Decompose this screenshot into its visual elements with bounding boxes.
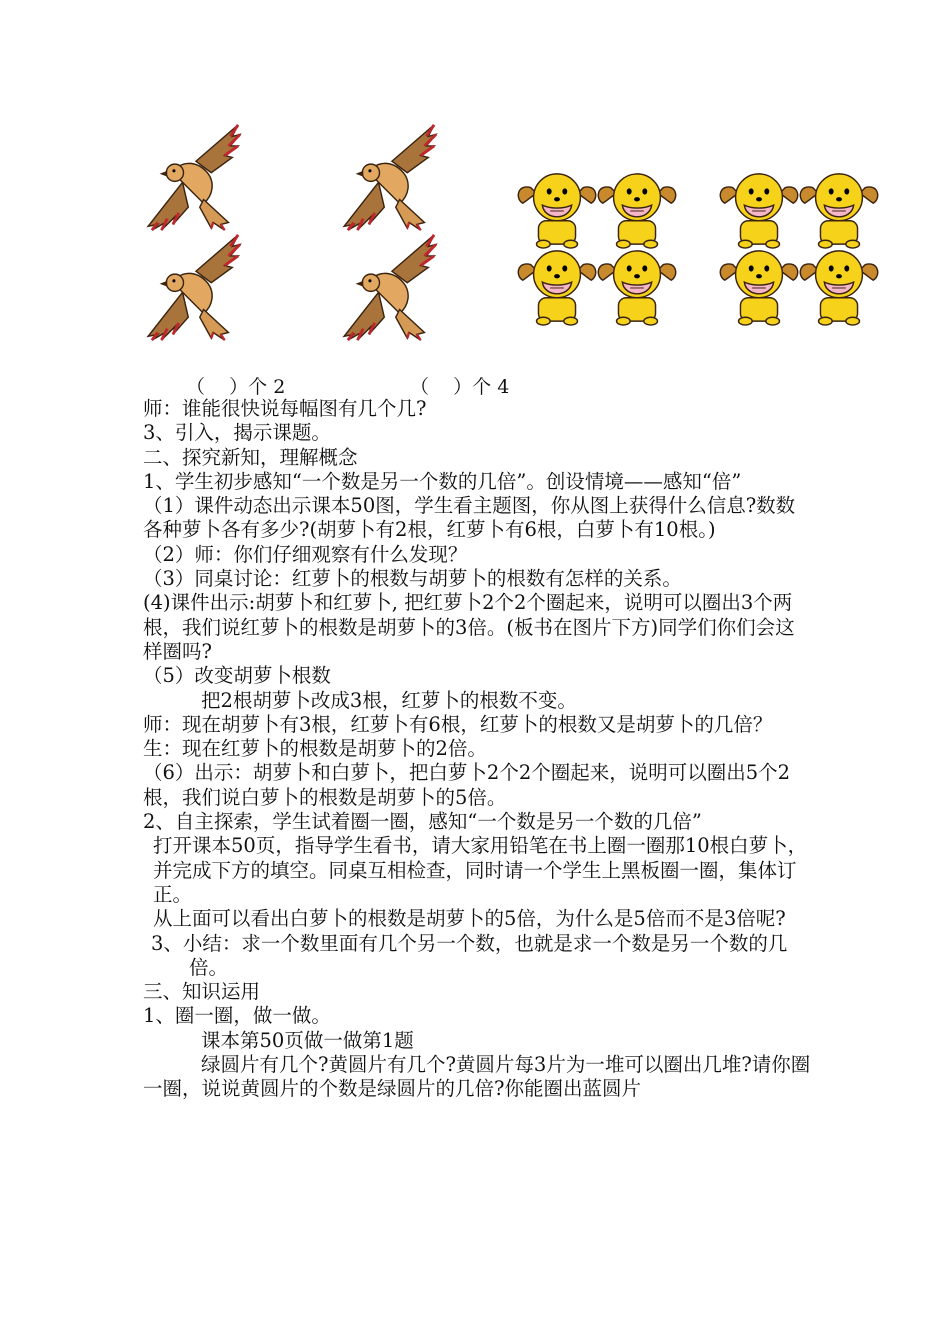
bird-illustration: [142, 233, 247, 343]
paragraph: （5）改变胡萝卜根数: [143, 664, 331, 688]
bird-illustration: [338, 233, 443, 343]
bird-illustration: [338, 123, 443, 233]
paragraph: 师：现在胡萝卜有3根，红萝卜有6根，红萝卜的根数又是胡萝卜的几倍？: [143, 712, 773, 736]
paragraph: （6）出示：胡萝卜和白萝卜，把白萝卜2个2个圈起来，说明可以圈出5个2根，我们说白萝卜的根数是胡萝卜的5倍。: [143, 761, 791, 809]
body-text: [143, 397, 813, 1102]
paragraph: 3、引入，揭示课题。: [143, 421, 331, 445]
dog-illustration: [516, 170, 598, 250]
dog-illustration: [718, 247, 800, 327]
paragraph-text: 绿圆片有几个?黄圆片有几个?黄圆片每3片为一堆可以圈出几堆?请你圈一圈，说说黄圆片的个数是绿圆片的几倍?你能圈出蓝圆片: [143, 1053, 811, 1101]
paragraph: [143, 1053, 813, 1102]
paragraph: （1）课件动态出示课本50图，学生看主题图，你从图上获得什么信息?数数各种萝卜各有多少?(胡萝卜有2根，红萝卜有6根，白萝卜有10根。): [143, 494, 796, 542]
dog-illustration: [798, 170, 880, 250]
paragraph: 1、圈一圈，做一做。: [143, 1004, 331, 1028]
dog-illustration: [516, 247, 598, 327]
paragraph: （3）同桌讨论：红萝卜的根数与胡萝卜的根数有怎样的关系。: [143, 567, 682, 591]
paragraph: 课本第50页做一做第1题: [201, 1028, 414, 1052]
section-heading: 三、知识运用: [143, 980, 261, 1004]
dog-illustration: [718, 170, 800, 250]
paragraph: 把2根胡萝卜改成3根，红萝卜的根数不变。: [201, 688, 577, 712]
bird-illustration: [142, 123, 247, 233]
dog-illustration: [596, 247, 678, 327]
paragraph: （2）师：你们仔细观察有什么发现？: [143, 542, 468, 566]
dog-illustration: [596, 170, 678, 250]
paragraph: 1、学生初步感知“一个数是另一个数的几倍”。创设情境——感知“倍”: [143, 469, 742, 493]
paragraph: 打开课本50页，指导学生看书，请大家用铅笔在书上圈一圈那10根白萝卜，并完成下方的填空。同桌互相检查，同时请一个学生上黑板圈一圈，集体订正。: [153, 834, 808, 906]
dog-count-label: （ ）个 4: [410, 376, 510, 398]
section-heading: 二、探究新知，理解概念: [143, 445, 358, 469]
paragraph: 生：现在红萝卜的根数是胡萝卜的2倍。: [143, 737, 487, 761]
illustrations: [140, 115, 900, 345]
paragraph: (4)课件出示:胡萝卜和红萝卜, 把红萝卜2个2个圈起来，说明可以圈出3个两根，我们说红萝卜的根数是胡萝卜的3倍。(板书在图片下方)同学们你们会这样圈吗?: [143, 591, 795, 663]
dog-illustration: [798, 247, 880, 327]
figure-labels: [140, 372, 840, 398]
bird-count-label: （ ）个 2: [186, 376, 286, 398]
paragraph: 师：谁能很快说每幅图有几个几?: [143, 397, 427, 420]
paragraph: 从上面可以看出白萝卜的根数是胡萝卜的5倍，为什么是5倍而不是3倍呢?: [153, 907, 786, 931]
paragraph: 2、自主探索，学生试着圈一圈，感知“一个数是另一个数的几倍”: [143, 810, 702, 834]
paragraph: 3、小结：求一个数里面有几个另一个数，也就是求一个数是另一个数的几倍。: [151, 931, 788, 979]
